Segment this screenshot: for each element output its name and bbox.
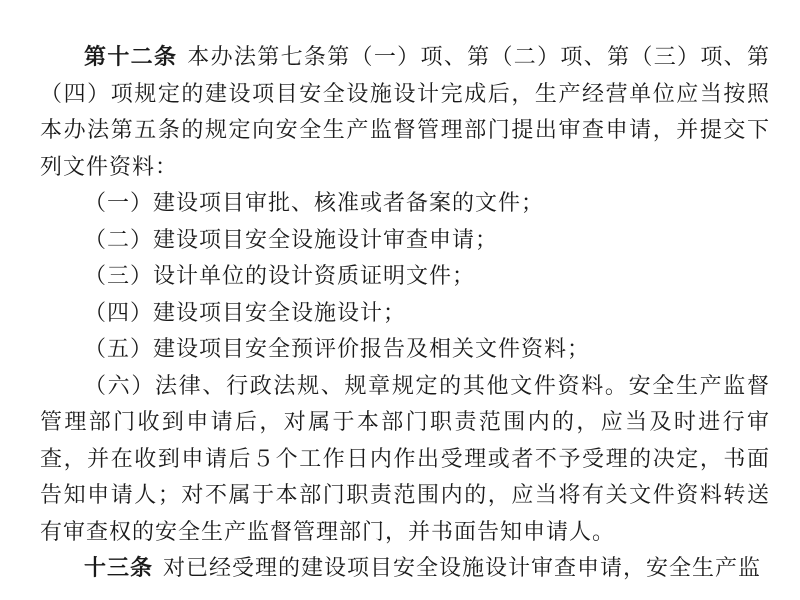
list-item: （五）建设项目安全预评价报告及相关文件资料； <box>84 337 591 362</box>
article-13-paragraph <box>40 551 770 588</box>
article-13-body: 对已经受理的建设项目安全设施设计审查申请，安全生产监 <box>163 556 762 581</box>
list-item: （三）设计单位的设计资质证明文件； <box>84 264 476 289</box>
list-item: （一）建设项目审批、核准或者备案的文件； <box>84 191 545 216</box>
list-item: （二）建设项目安全设施设计审查申请； <box>84 227 499 253</box>
required-documents-list <box>40 186 770 369</box>
article-12-body: 本办法第七条第（一）项、第（二）项、第（三）项、第（四）项规定的建设项目安全设施设计完成后，生产经营单位应当按照本办法第五条的规定向安全生产监督管理部门提出审查申请，并提交下列文件资料： <box>40 45 770 180</box>
article-12-paragraph <box>40 40 770 186</box>
article-13-heading: 十三条 <box>84 556 154 581</box>
list-item: （四）建设项目安全设施设计； <box>84 300 407 326</box>
item-6-paragraph: （六）法律、行政法规、规章规定的其他文件资料。安全生产监督管理部门收到申请后，对属于本部门职责范围内的，应当及时进行审查，并在收到申请后５个工作日内作出受理或者不予受理的决定，书面告知申请人；对不属于本部门职责范围内的，应当将有关文件资料转送有审查权的安全生产监督管理部门，并书面告知申请人。 <box>40 373 770 545</box>
document-page <box>40 40 770 588</box>
article-12-heading: 第十二条 <box>84 45 178 70</box>
